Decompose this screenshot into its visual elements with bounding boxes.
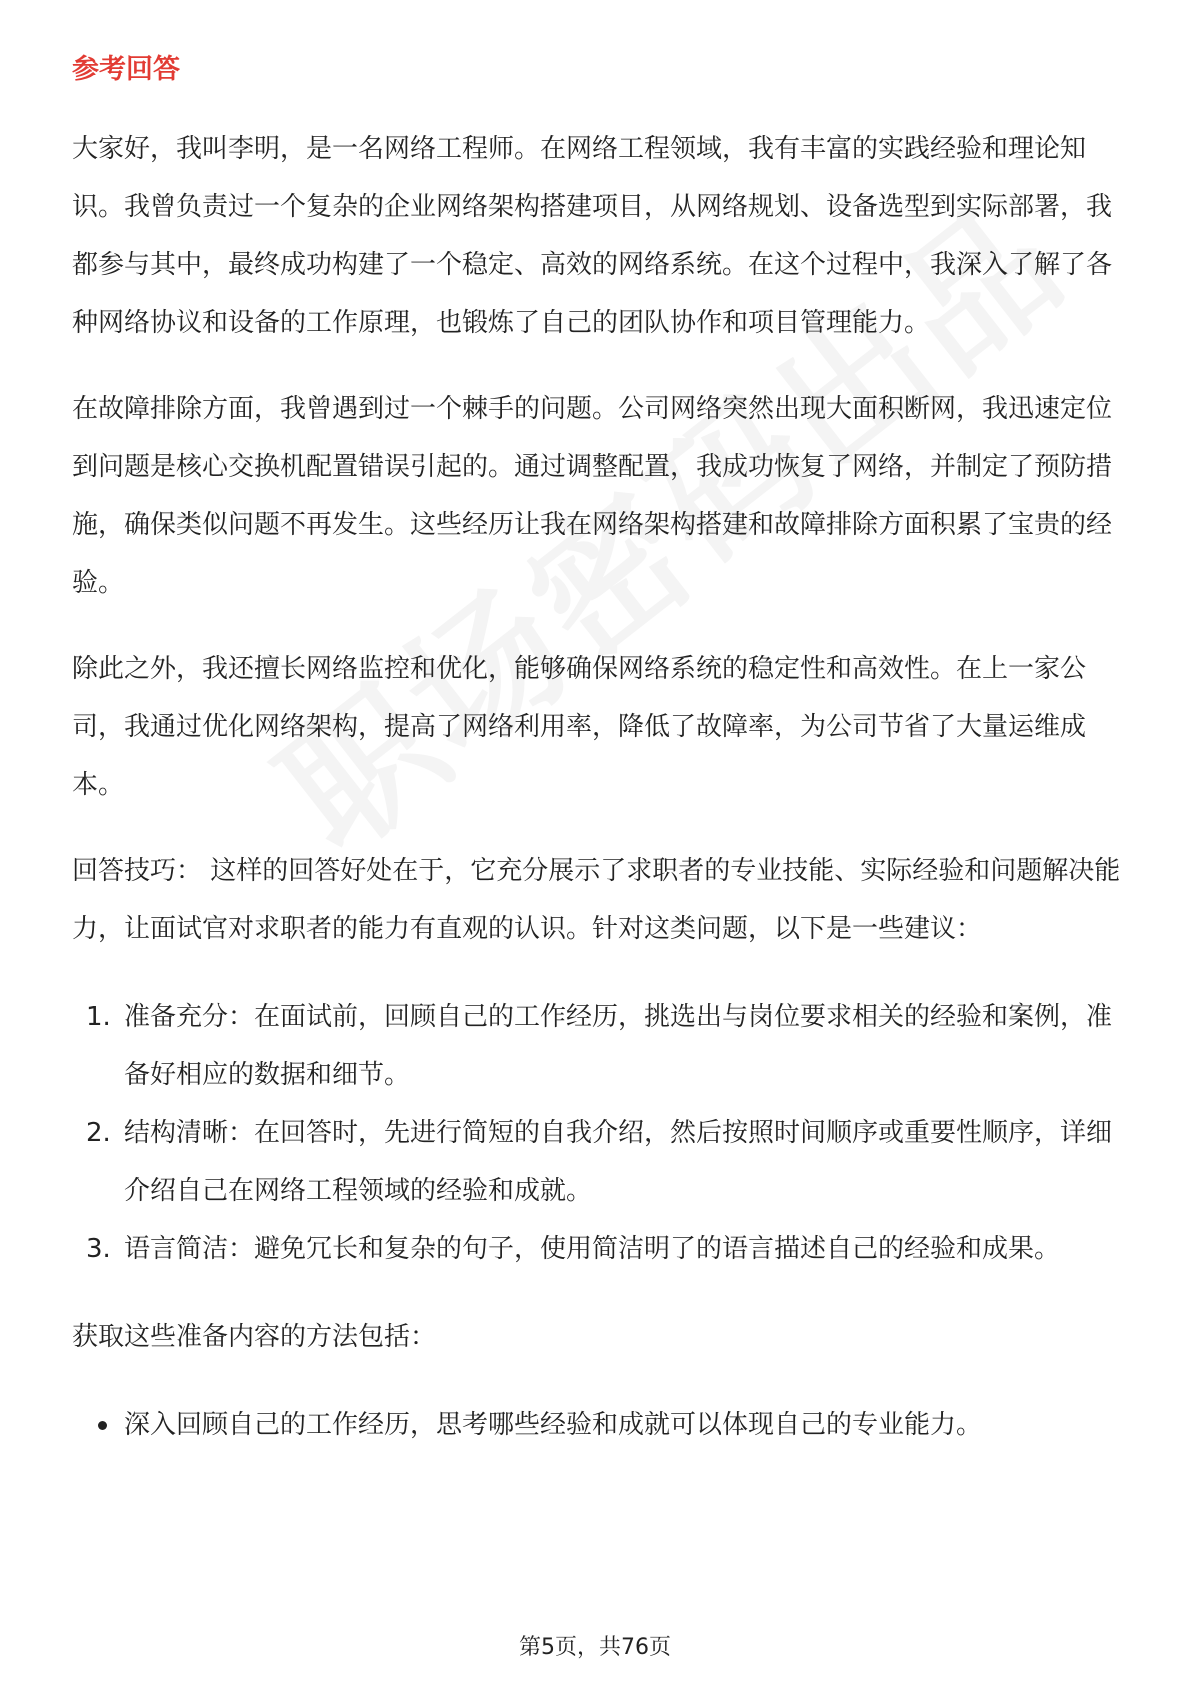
paragraph-troubleshooting: 在故障排除方面，我曾遇到过一个棘手的问题。公司网络突然出现大面积断网，我迅速定位到问题是核心交换机配置错误引起的。通过调整配置，我成功恢复了网络，并制定了预防措施，确保类似问题不再发生。这些经历让我在网络架构搭建和故障排除方面积累了宝贵的经验。 xyxy=(72,394,1113,598)
paragraph-optimization: 除此之外，我还擅长网络监控和优化，能够确保网络系统的稳定性和高效性。在上一家公司，我通过优化网络架构，提高了网络利用率，降低了故障率，为公司节省了大量运维成本。 xyxy=(72,654,1087,800)
section-title: 参考回答 xyxy=(72,54,180,85)
list-item-text: 结构清晰：在回答时，先进行简短的自我介绍，然后按照时间顺序或重要性顺序，详细介绍自己在网络工程领域的经验和成就。 xyxy=(124,1118,1113,1206)
methods-intro: 获取这些准备内容的方法包括： xyxy=(72,1322,437,1352)
list-number: 3. xyxy=(86,1234,111,1264)
page-content xyxy=(72,50,1122,1454)
answer-tips: 回答技巧： 这样的回答好处在于，它充分展示了求职者的专业技能、实际经验和问题解决能力，让面试官对求职者的能力有直观的认识。针对这类问题，以下是一些建议： xyxy=(72,856,1121,944)
list-item xyxy=(72,1104,1122,1220)
list-item-text: 准备充分：在面试前，回顾自己的工作经历，挑选出与岗位要求相关的经验和案例，准备好相应的数据和细节。 xyxy=(124,1002,1113,1090)
page-footer: 第5页，共76页 xyxy=(519,1635,671,1660)
bullet-item xyxy=(72,1396,1122,1454)
numbered-list xyxy=(72,988,1122,1278)
list-number: 1. xyxy=(86,1002,111,1032)
list-item xyxy=(72,988,1122,1104)
list-number: 2. xyxy=(86,1118,111,1148)
bullet-list xyxy=(72,1396,1122,1454)
list-item-text: 语言简洁：避免冗长和复杂的句子，使用简洁明了的语言描述自己的经验和成果。 xyxy=(124,1234,1061,1264)
bullet-item-text: 深入回顾自己的工作经历，思考哪些经验和成就可以体现自己的专业能力。 xyxy=(124,1410,983,1440)
paragraph-intro: 大家好，我叫李明，是一名网络工程师。在网络工程领域，我有丰富的实践经验和理论知识。我曾负责过一个复杂的企业网络架构搭建项目，从网络规划、设备选型到实际部署，我都参与其中，最终成功构建了一个稳定、高效的网络系统。在这个过程中，我深入了解了各种网络协议和设备的工作原理，也锻炼了自己的团队协作和项目管理能力。 xyxy=(72,134,1113,338)
list-item xyxy=(72,1220,1122,1278)
bullet-icon xyxy=(98,1421,107,1430)
